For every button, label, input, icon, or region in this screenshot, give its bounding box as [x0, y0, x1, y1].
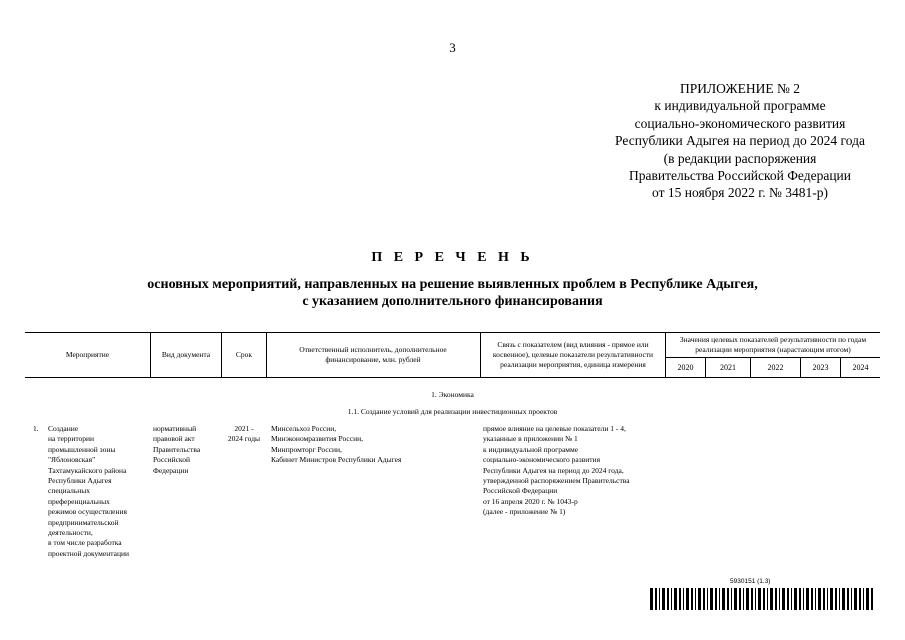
event-line: предпринимательской	[48, 517, 119, 527]
link-line: утвержденной распоряжением Правительства	[483, 476, 630, 486]
barcode-bar	[842, 588, 845, 610]
term-line: 2024 годы	[227, 434, 261, 444]
barcode-bar	[731, 588, 732, 610]
row-number: 1.	[33, 424, 39, 433]
barcode-bar	[787, 588, 789, 610]
barcode-bar	[722, 588, 725, 610]
barcode-bar	[815, 588, 816, 610]
link-cell	[483, 424, 630, 518]
header-targets: Значения целевых показателей результативности по годам реализации мероприятия (нарастающим итогом)	[679, 335, 867, 354]
header-year: 2023	[812, 363, 829, 372]
barcode-bar	[794, 588, 797, 610]
header-year: 2022	[767, 363, 784, 372]
appendix-header	[560, 80, 905, 202]
barcode-bar	[839, 588, 840, 610]
event-cell	[48, 424, 129, 559]
barcode-bar	[695, 588, 696, 610]
barcode-bar	[739, 588, 741, 610]
executor-cell	[271, 424, 401, 466]
link-line: Республики Адыгея на период до 2024 года,	[483, 465, 624, 475]
barcode-bar	[782, 588, 785, 610]
barcode-bar	[767, 588, 768, 610]
term-line: 2021 -	[234, 424, 254, 433]
barcode-bar	[863, 588, 864, 610]
appendix-line: Республики Адыгея на период до 2024 года	[615, 133, 865, 149]
header-link: Связь с показателем (вид влияния - прямое или косвенное), целевые показатели результативности реализации мероприятия, единица измерения	[492, 340, 654, 369]
barcode-bar	[859, 588, 861, 610]
event-line: на территории	[48, 434, 95, 444]
barcode-bar	[827, 588, 828, 610]
barcode-bar	[655, 588, 657, 610]
barcode-bar	[671, 588, 672, 610]
appendix-line: от 15 ноября 2022 г. № 3481-р)	[652, 185, 828, 201]
barcode-bar	[751, 588, 753, 610]
barcode-bar	[871, 588, 873, 610]
page-number: 3	[449, 40, 456, 55]
appendix-line: (в редакции распоряжения	[663, 150, 817, 166]
barcode-bar	[707, 588, 708, 610]
executor-line: Минпромторг России,	[271, 444, 342, 454]
barcode-bar	[743, 588, 744, 610]
doc-type-line: Правительства	[153, 444, 201, 454]
event-line: в том числе разработка	[48, 538, 122, 548]
appendix-line: социально-экономического развития	[634, 115, 846, 131]
event-line: преференциальных	[48, 496, 110, 506]
event-line: Создание	[48, 424, 79, 433]
barcode-bar	[763, 588, 765, 610]
event-line: специальных	[48, 486, 91, 496]
barcode-number: 5930151 (1.3)	[730, 578, 771, 585]
barcode-bar	[791, 588, 792, 610]
header-doc-type: Вид документа	[161, 350, 211, 359]
document-title: П Е Р Е Ч Е Н Ь	[371, 250, 534, 265]
header-term: Срок	[235, 350, 253, 359]
barcode-bar	[830, 588, 833, 610]
event-line: промышленной зоны	[48, 444, 116, 454]
barcode-bar	[674, 588, 677, 610]
barcode-bar	[806, 588, 809, 610]
barcode-bar	[667, 588, 669, 610]
barcode-bar	[755, 588, 756, 610]
document-subtitle	[0, 276, 905, 310]
subtitle-line-2: с указанием дополнительного финансирования	[302, 294, 603, 309]
years-header-divider	[665, 357, 880, 358]
link-line: от 16 апреля 2020 г. № 1043-р	[483, 496, 578, 506]
executor-line: Кабинет Министров Республики Адыгея	[271, 455, 402, 465]
barcode-bar	[715, 588, 717, 610]
executor-line: Минсельхоз России,	[271, 424, 337, 433]
subsection-heading: 1.1. Создание условий для реализации инвестиционных проектов	[347, 407, 558, 416]
barcode-bar	[758, 588, 761, 610]
header-year: 2021	[720, 363, 736, 372]
appendix-line: Правительства Российской Федерации	[629, 168, 851, 184]
barcode-bar	[847, 588, 849, 610]
barcode-bar	[734, 588, 737, 610]
barcode-bar	[710, 588, 713, 610]
event-line: режимов осуществления	[48, 507, 127, 517]
link-line: социально-экономического развития	[483, 455, 601, 465]
barcode-bar	[803, 588, 804, 610]
barcode-bar	[719, 588, 720, 610]
barcode-bar	[698, 588, 701, 610]
event-line: "Яблоновская"	[48, 455, 96, 465]
section-heading: 1. Экономика	[431, 390, 474, 399]
event-line: Республики Адыгея	[48, 476, 112, 486]
event-line: проектной документации	[48, 548, 129, 558]
link-line: (далее - приложение № 1)	[483, 507, 566, 517]
table-header-bottom-border	[25, 377, 880, 378]
subtitle-line-1: основных мероприятий, направленных на решение выявленных проблем в Республике Адыгея,	[147, 277, 758, 292]
link-line: Российской Федерации	[483, 486, 558, 496]
barcode-bar	[823, 588, 825, 610]
barcode-bar	[683, 588, 684, 610]
header-year: 2024	[852, 363, 869, 372]
header-year: 2020	[677, 363, 694, 372]
barcode-bar	[866, 588, 869, 610]
event-line: Тахтамукайского района	[48, 465, 127, 475]
column-divider	[266, 332, 267, 377]
executor-line: Минэкономразвития России,	[271, 434, 363, 444]
barcode-bar	[662, 588, 665, 610]
link-line: к индивидуальной программе	[483, 444, 579, 454]
doc-type-line: Федерации	[153, 465, 189, 475]
link-line: указанные в приложении № 1	[483, 434, 578, 444]
barcode-icon	[650, 588, 875, 610]
doc-type-line: Российской	[153, 455, 190, 465]
link-line: прямое влияние на целевые показатели 1 - 4,	[483, 424, 626, 433]
barcode-bar	[779, 588, 780, 610]
appendix-line: ПРИЛОЖЕНИЕ № 2	[679, 81, 801, 96]
barcode-bar	[770, 588, 773, 610]
barcode-bar	[703, 588, 705, 610]
doc-type-cell	[153, 424, 200, 476]
doc-type-line: правовой акт	[153, 434, 195, 444]
barcode-bar	[746, 588, 749, 610]
barcode-bar	[851, 588, 852, 610]
barcode-bar	[854, 588, 857, 610]
event-line: деятельности,	[48, 528, 93, 538]
barcode-bar	[686, 588, 689, 610]
barcode-bar	[799, 588, 801, 610]
barcode-bar	[775, 588, 777, 610]
doc-type-line: нормативный	[153, 424, 197, 433]
barcode-bar	[811, 588, 813, 610]
barcode-bar	[691, 588, 693, 610]
barcode-bar	[679, 588, 681, 610]
barcode-bar	[659, 588, 660, 610]
header-event: Мероприятие	[65, 350, 110, 359]
appendix-line: к индивидуальной программе	[654, 98, 826, 114]
term-cell	[222, 424, 266, 445]
barcode-bar	[835, 588, 837, 610]
barcode-bar	[650, 588, 653, 610]
barcode-bar	[818, 588, 821, 610]
header-executor: Ответственный исполнитель, дополнительное финансирование, млн. рублей	[299, 345, 447, 364]
barcode-bar	[727, 588, 729, 610]
